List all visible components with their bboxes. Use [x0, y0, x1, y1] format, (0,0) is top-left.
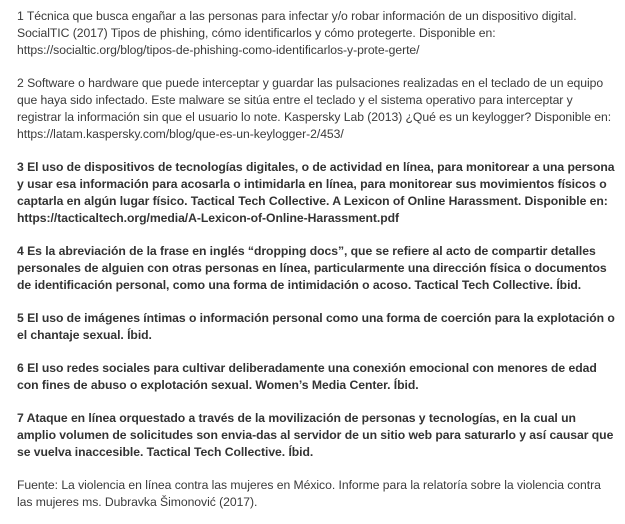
- footnote-1: 1 Técnica que busca engañar a las personas para infectar y/o robar información de un dispositivo digital. SocialTIC (2017) Tipos de phishing, cómo identificarlos y cómo protegerte. Disponible en: https://socialtic.org/blog/tipos-de-phishing-como-identificarlos-y-prote-gerte/: [17, 9, 577, 57]
- footnote-2: 2 Software o hardware que puede interceptar y guardar las pulsaciones realizadas en el teclado de un equipo que haya sido infectado. Este malware se sitúa entre el teclado y el sistema operativo para interceptar y registrar la información sin que el usuario lo note. Kaspersky Lab (2013) ¿Qué es un keylogger? Disponible en: https://latam.kaspersky.com/blog/que-es-un-keylogger-2/453/: [17, 76, 612, 141]
- source-citation: Fuente: La violencia en línea contra las mujeres en México. Informe para la relatoría sobre la violencia contra las mujeres ms. Dubravka Šimonović (2017).: [17, 478, 601, 509]
- footnote-7: 7 Ataque en línea orquestado a través de la movilización de personas y tecnologías, en la cual un amplio volumen de solicitudes son envia-das al servidor de un sitio web para saturarlo y así causar que se vuelva inaccesible. Tactical Tech Collective. Íbid.: [17, 411, 614, 459]
- footnote-3: 3 El uso de dispositivos de tecnologías digitales, o de actividad en línea, para monitorear a una persona y usar esa información para acosarla o intimidarla en línea, para monitorear sus movimientos físicos o captarla en algún lugar físico. Tactical Tech Collective. A Lexicon of Online Harassment. Disponible en: https://tacticaltech.org/media/A-Lexicon-of-Online-Harassment.pdf: [17, 160, 615, 225]
- footnote-5: 5 El uso de imágenes íntimas o información personal como una forma de coerción para la explotación o el chantaje sexual. Íbid.: [17, 311, 615, 342]
- footnote-6: 6 El uso redes sociales para cultivar deliberadamente una conexión emocional con menores de edad con fines de abuso o explotación sexual. Women’s Media Center. Íbid.: [17, 361, 597, 392]
- footnote-4: 4 Es la abreviación de la frase en inglés “dropping docs”, que se refiere al acto de compartir detalles personales de alguien con otras personas en línea, particularmente una dirección física o documentos de identificación personal, como una forma de intimidación o acoso. Tactical Tech Collective. Íbid.: [17, 244, 607, 292]
